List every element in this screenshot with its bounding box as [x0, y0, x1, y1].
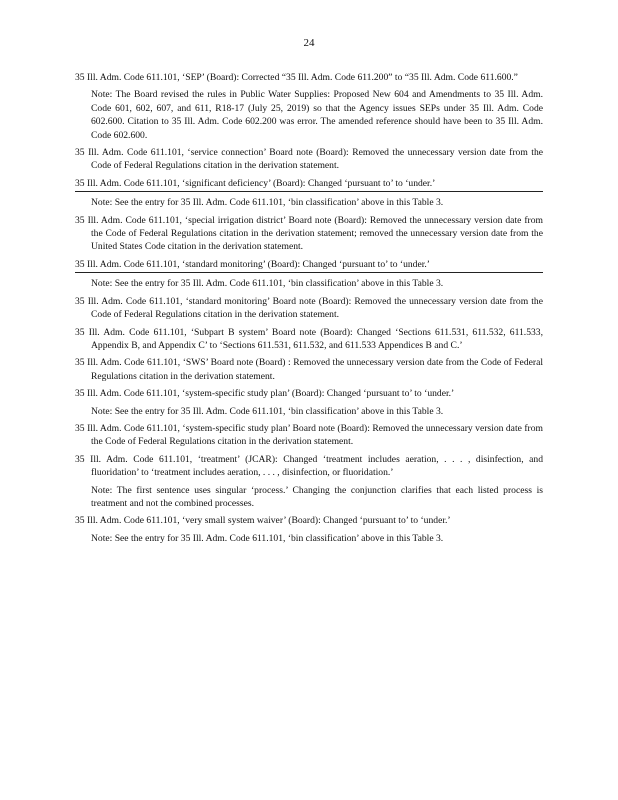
note-very-small-system-waiver	[75, 532, 543, 545]
entry-very-small-system-waiver	[75, 514, 543, 527]
entry-subpart-b-system	[75, 326, 543, 353]
note-standard-monitoring	[75, 277, 543, 290]
entry-sep-text: 35 Ill. Adm. Code 611.101, ‘SEP’ (Board): Corrected “35 Ill. Adm. Code 611.200” to “35 Ill. Adm. Code 611.600.”	[75, 72, 518, 83]
entry-service-connection-text: 35 Ill. Adm. Code 611.101, ‘service connection’ Board note (Board): Removed the unnecessary version date from the Code of Federal Regulations citation in the derivation statement.	[75, 147, 543, 172]
document-body	[75, 71, 543, 549]
entry-sws-text: 35 Ill. Adm. Code 611.101, ‘SWS’ Board note (Board) : Removed the unnecessary version date from the Code of Federal Regulations citation in the derivation statement.	[75, 357, 543, 382]
entry-special-irrigation-district	[75, 214, 543, 254]
entry-special-irrigation-district-text: 35 Ill. Adm. Code 611.101, ‘special irrigation district’ Board note (Board): Removed the unnecessary version date from the Code of Federal Regulations citation in the derivation statement; removed the unnecessary version date from the United States Code citation in the derivation statement.	[75, 214, 543, 253]
note-sep-text: Note: The Board revised the rules in Public Water Supplies: Proposed New 604 and Amendments to 35 Ill. Adm. Code 601, 602, 607, and 611, R18-17 (July 25, 2019) so that the Agency issues SEPs under 35 Ill. Adm. Code 602.600. Citation to 35 Ill. Adm. Code 602.200 was error. The amended reference should have been to 35 Ill. Adm. Code 602.600.	[91, 89, 543, 141]
note-treatment	[75, 484, 543, 511]
note-system-specific-study-plan-text: Note: See the entry for 35 Ill. Adm. Code 611.101, ‘bin classification’ above in this Table 3.	[91, 405, 444, 417]
entry-significant-deficiency-text: 35 Ill. Adm. Code 611.101, ‘significant deficiency’ (Board): Changed ‘pursuant to’ to ‘under.’	[75, 177, 436, 189]
note-system-specific-study-plan	[75, 405, 543, 418]
entry-service-connection	[75, 146, 543, 173]
entry-sws	[75, 356, 543, 383]
entry-sep	[75, 71, 543, 84]
entry-standard-monitoring	[75, 258, 543, 273]
page-number: 24	[303, 37, 315, 49]
entry-treatment-text: 35 Ill. Adm. Code 611.101, ‘treatment’ (JCAR): Changed ‘treatment includes aeration, . . . , disinfection, and fluoridation’ to ‘treatment includes aeration, . . . , disinfection, or fluoridation.’	[75, 453, 543, 479]
note-standard-monitoring-text: Note: See the entry for 35 Ill. Adm. Code 611.101, ‘bin classification’ above in this Table 3.	[91, 278, 444, 290]
entry-significant-deficiency	[75, 177, 543, 192]
note-very-small-system-waiver-text: Note: See the entry for 35 Ill. Adm. Code 611.101, ‘bin classification’ above in this Table 3.	[91, 532, 444, 544]
entry-standard-monitoring-note	[75, 295, 543, 322]
entry-standard-monitoring-text: 35 Ill. Adm. Code 611.101, ‘standard monitoring’ (Board): Changed ‘pursuant to’ to ‘under.’	[75, 258, 430, 270]
note-significant-deficiency	[75, 196, 543, 209]
entry-subpart-b-system-text: 35 Ill. Adm. Code 611.101, ‘Subpart B system’ Board note (Board): Changed ‘Sections 611.531, 611.532, 611.533, Appendix B, and Appendix C’ to ‘Sections 611.531, 611.532, and 611.533 Appendices B and C.’	[75, 326, 543, 351]
entry-standard-monitoring-note-text: 35 Ill. Adm. Code 611.101, ‘standard monitoring’ Board note (Board): Removed the unnecessary version date from the Code of Federal Regulations citation in the derivation statement.	[75, 295, 543, 321]
entry-system-specific-study-plan	[75, 387, 543, 400]
entry-system-specific-study-plan-note	[75, 422, 543, 449]
note-treatment-text: Note: The first sentence uses singular ‘process.’ Changing the conjunction clarifies that each listed process is treatment and not the combined processes.	[91, 484, 543, 509]
entry-system-specific-study-plan-text: 35 Ill. Adm. Code 611.101, ‘system-specific study plan’ (Board): Changed ‘pursuant to’ to ‘under.’	[75, 388, 455, 400]
entry-very-small-system-waiver-text: 35 Ill. Adm. Code 611.101, ‘very small system waiver’ (Board): Changed ‘pursuant to’ to ‘under.’	[75, 515, 451, 527]
note-sep	[75, 88, 543, 142]
entry-treatment	[75, 453, 543, 480]
entry-system-specific-study-plan-note-text: 35 Ill. Adm. Code 611.101, ‘system-specific study plan’ Board note (Board): Removed the unnecessary version date from the Code of Federal Regulations citation in the derivation statement.	[75, 422, 543, 448]
note-significant-deficiency-text: Note: See the entry for 35 Ill. Adm. Code 611.101, ‘bin classification’ above in this Table 3.	[91, 197, 444, 209]
